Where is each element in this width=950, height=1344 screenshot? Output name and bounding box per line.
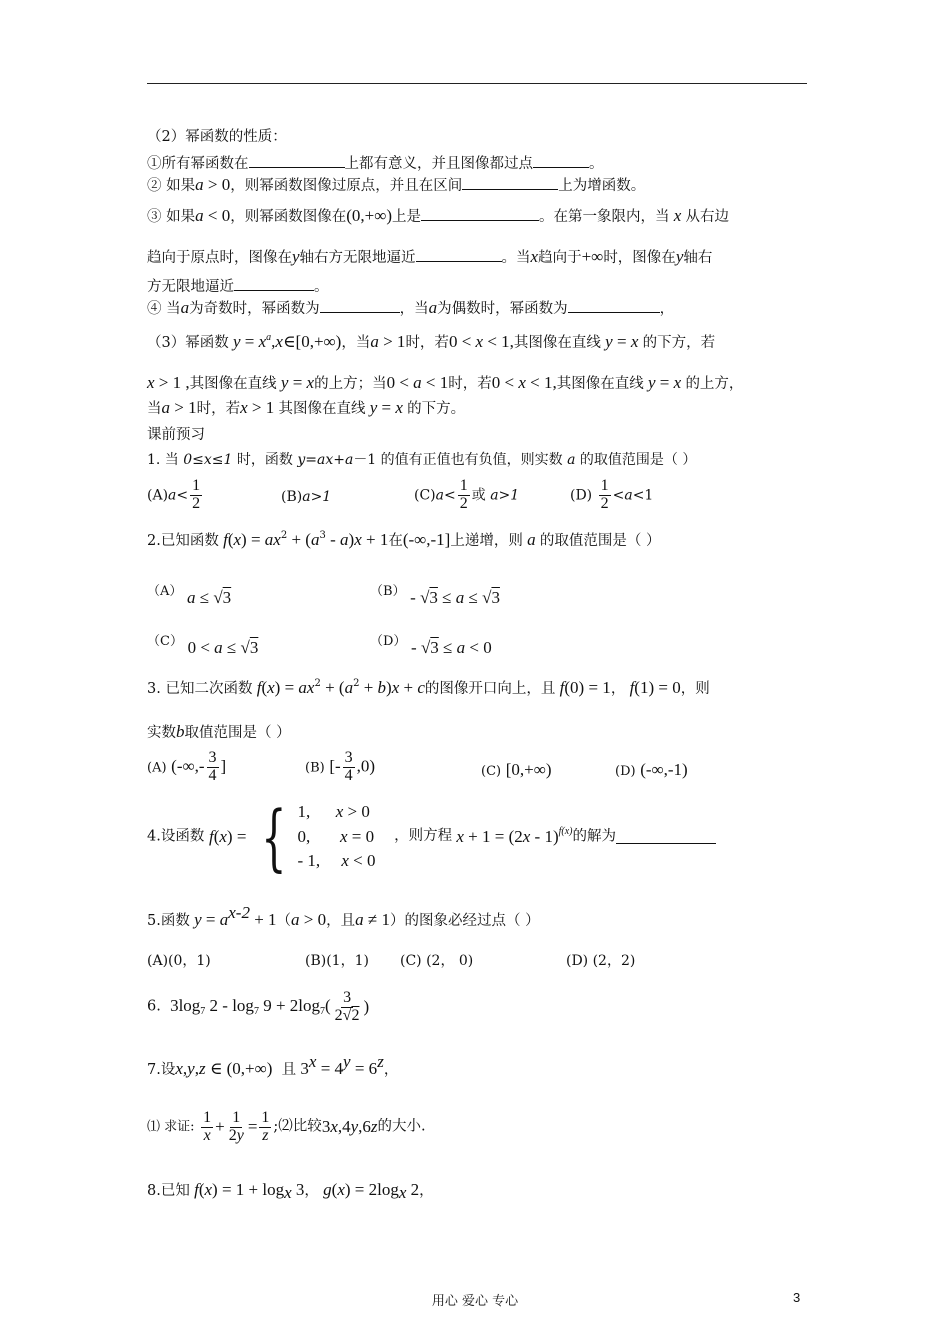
q1-stem: 1. 当 0≤x≤1 时，函数 y=ax+a－1 的值有正值也有负值，则实数 a 的取值范围是（ ） <box>147 452 697 468</box>
sec2-line6: ④ 当a为奇数时，幂函数为 ，当a为偶数时，幂函数为 ， <box>147 298 675 317</box>
sec2-line2: ② 如果a > 0，则幂函数图像过原点，并且在区间 上为增函数。 <box>147 175 646 194</box>
q1-option-d: (D) $\frac{1}{2}$ <a<1 <box>570 477 654 512</box>
q3-stem: 3. 已知二次函数 $f(x) = ax^2 + (a^2 + b)x + c$的图像开口向上，且 f(0) = 1， f(1) = 0，则 <box>147 678 710 697</box>
sec3-line3: 当a > 1时，若x > 1 其图像在直线 y = x 的下方。 <box>147 398 466 417</box>
q8-stem: 8.已知 $f(x) = 1 + \log_x 3$， $g(x) = 2\log_x$ 2， <box>147 1180 434 1202</box>
page-number: 3 <box>793 1290 801 1305</box>
q2-option-b: （B） - √3 ≤ a ≤ √3 <box>370 584 500 607</box>
q3-option-c: (C) [0,+∞) <box>481 760 552 779</box>
sec2-line4: 趋向于原点时，图像在y轴右方无限地逼近 。当x趋向于+∞时，图像在y轴右 <box>147 247 713 266</box>
preview-title: 课前预习 <box>147 427 205 443</box>
q4-stem: 4.设函数 f(x) = { 1, x > 0 0, x = 0 - 1, x < 0 ，则方程 x + 1 = (2x - 1)$^{f(x)}$的解为 <box>147 800 716 874</box>
q3-option-d: (D) (-∞,-1) <box>615 760 688 779</box>
q5-option-a: (A)(0，1) <box>147 953 211 969</box>
q5-option-d: (D) (2，2) <box>566 953 636 969</box>
q1-option-c: (C)a< $\frac{1}{2}$ 或 a>1 <box>414 477 520 512</box>
sec2-line1: ①所有幂函数在 上都有意义，并且图像都过点 。 <box>147 153 604 173</box>
q3-option-a: (A) (-∞,- $\frac{3}{4}$ ] <box>147 749 227 784</box>
q3-stem-2: 实数b取值范围是（ ） <box>147 722 291 741</box>
q3-option-b: (B) [- $\frac{3}{4}$ ,0) <box>305 749 376 784</box>
q1-option-b: (B)a>1 <box>281 489 332 505</box>
q7-stem: 7.设x,y,z ∈ (0,+∞) 且 $3^x = 4^y = 6^z$， <box>147 1052 399 1078</box>
piecewise-cases: 1, x > 0 0, x = 0 - 1, x < 0 <box>297 802 376 871</box>
q2-option-a: （A） a ≤ √3 <box>147 584 232 607</box>
q5-option-b: (B)(1，1) <box>305 953 369 969</box>
q1-option-a: (A)a< $\frac{1}{2}$ <box>147 477 201 512</box>
sec3-line1: （3）幂函数 $y = x^a,x\in[0,+\infty)$，当a > 1时，若0 < x < 1,其图像在直线 y = x 的下方，若 <box>147 332 716 351</box>
q2-option-d: （D） - √3 ≤ a < 0 <box>370 634 492 657</box>
sec2-title: （2）幂函数的性质： <box>147 129 287 145</box>
sec2-line3: ③ 如果a < 0，则幂函数图像在(0,+∞)上是 。在第一象限内，当 x 从右边 <box>147 206 730 225</box>
sec3-line2: x > 1 ,其图像在直线 y = x的上方；当0 < a < 1时，若0 < x < 1,其图像在直线 y = x 的上方， <box>147 373 744 392</box>
q2-stem: 2.已知函数 $f(x) = ax^2 + (a^3 - a)x + 1$在(-∞,-1]上递增，则 a 的取值范围是（ ） <box>147 530 661 549</box>
q2-option-c: （C） 0 < a ≤ √3 <box>147 634 259 657</box>
page-footer: 用心 爱心 专心 <box>431 1294 519 1309</box>
q6-stem: 6. $3\log_7$ $2 - \log_7 9 + 2\log_7$( $\frac{3}{2√2}$ ) <box>147 989 370 1024</box>
q7-parts: ⑴ 求证: $\frac{1}{x}$ + $\frac{1}{2y}$ = $\frac{1}{z}$ ;⑵比较3x,4y,6z的大小. <box>147 1109 426 1144</box>
q5-stem: 5.函数 $y = a^{x-2} + 1(a > 0$，且a ≠ 1）的图象必经过点（ ） <box>147 903 540 929</box>
q5-option-c: (C) (2， 0) <box>400 953 474 969</box>
sec2-line5: 方无限地逼近 。 <box>147 276 329 296</box>
header-rule <box>147 83 807 84</box>
